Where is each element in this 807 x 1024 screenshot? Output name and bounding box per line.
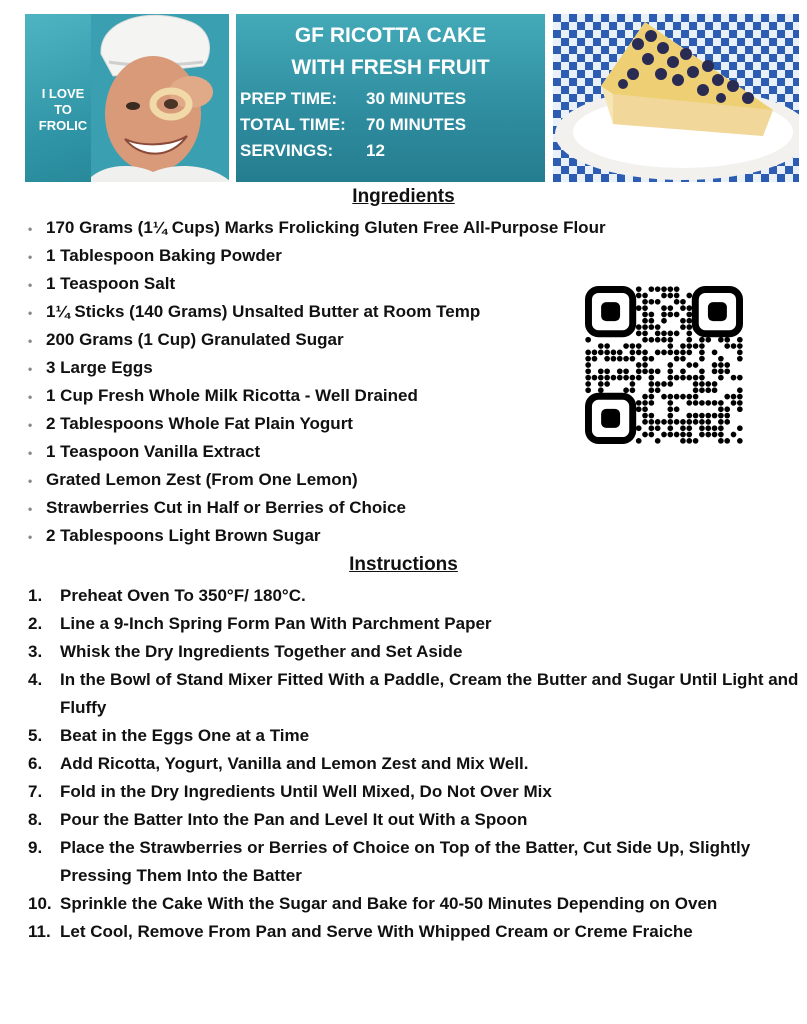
step-number: 7. [28, 782, 43, 801]
ingredient-item [28, 384, 606, 412]
step-number: 10. [28, 894, 52, 913]
instruction-step [28, 834, 804, 890]
chef-portrait-image [91, 14, 229, 182]
ingredient-item [28, 272, 606, 300]
ingredient-text: 1 Teaspoon Salt [46, 274, 176, 293]
prep-time-label: PREP TIME: [240, 89, 337, 108]
ingredient-item [28, 244, 606, 272]
bullet-icon: • [28, 306, 33, 320]
step-number: 5. [28, 726, 43, 745]
i-love-to-frolic-badge [37, 86, 89, 134]
ingredient-text: 3 Large Eggs [46, 358, 153, 377]
instructions-list [28, 582, 804, 946]
bullet-icon: • [28, 530, 33, 544]
instruction-step [28, 890, 804, 918]
instruction-step [28, 806, 804, 834]
ingredient-item [28, 412, 606, 440]
step-text: Place the Strawberries or Berries of Choice on Top of the Batter, Cut Side Up, Slightly Pressing Them Into the Batter [60, 838, 751, 885]
step-number: 4. [28, 670, 43, 689]
bullet-icon: • [28, 502, 33, 516]
ingredient-text: 1¼ Sticks (140 Grams) Unsalted Butter at Room Temp [46, 302, 481, 321]
ingredient-item [28, 524, 606, 552]
ingredients-list [28, 216, 606, 552]
ingredient-text: 1 Teaspoon Vanilla Extract [46, 442, 261, 461]
step-number: 11. [28, 922, 51, 941]
step-text: Add Ricotta, Yogurt, Vanilla and Lemon Zest and Mix Well. [60, 754, 529, 773]
step-text: Fold in the Dry Ingredients Until Well Mixed, Do Not Over Mix [60, 782, 552, 801]
step-text: Line a 9-Inch Spring Form Pan With Parchment Paper [60, 614, 492, 633]
step-text: Beat in the Eggs One at a Time [60, 726, 310, 745]
instructions-heading: Instructions [349, 554, 458, 575]
qr-code-icon[interactable] [585, 286, 743, 444]
ingredient-text: Grated Lemon Zest (From One Lemon) [46, 470, 358, 489]
servings-label: SERVINGS: [240, 141, 334, 160]
instruction-step [28, 610, 804, 638]
instruction-step [28, 778, 804, 806]
ingredients-heading: Ingredients [352, 186, 455, 207]
recipe-header [25, 14, 799, 182]
recipe-title-line-1: GF RICOTTA CAKE [294, 24, 487, 47]
instruction-step [28, 750, 804, 778]
instruction-step [28, 638, 804, 666]
ingredient-item [28, 440, 606, 468]
step-number: 2. [28, 614, 43, 633]
prep-time-value: 30 MINUTES [366, 89, 467, 108]
ingredient-text: 2 Tablespoons Whole Fat Plain Yogurt [46, 414, 353, 433]
ingredient-text: 200 Grams (1 Cup) Granulated Sugar [46, 330, 344, 349]
bullet-icon: • [28, 362, 33, 376]
bullet-icon: • [28, 418, 33, 432]
total-time-value: 70 MINUTES [366, 115, 467, 134]
step-text: In the Bowl of Stand Mixer Fitted With a Paddle, Cream the Butter and Sugar Until Light and Fluffy [60, 670, 799, 717]
prep-time [240, 89, 466, 109]
bullet-icon: • [28, 222, 33, 236]
instruction-step [28, 582, 804, 610]
step-text: Whisk the Dry Ingredients Together and Set Aside [60, 642, 463, 661]
recipe-title-line-2: WITH FRESH FRUIT [291, 56, 490, 79]
step-text: Sprinkle the Cake With the Sugar and Bake for 40-50 Minutes Depending on Oven [60, 894, 718, 913]
bullet-icon: • [28, 390, 33, 404]
servings [240, 141, 385, 161]
badge-line-3: FROLIC [38, 118, 88, 133]
bullet-icon: • [28, 278, 33, 292]
ingredient-item [28, 468, 606, 496]
step-number: 8. [28, 810, 43, 829]
ingredient-text: 170 Grams (1¼ Cups) Marks Frolicking Gluten Free All-Purpose Flour [46, 218, 606, 237]
total-time-label: TOTAL TIME: [240, 115, 346, 134]
ingredient-item [28, 328, 606, 356]
bullet-icon: • [28, 474, 33, 488]
chef-photo-panel [25, 14, 229, 182]
ingredient-text: 1 Cup Fresh Whole Milk Ricotta - Well Drained [46, 386, 418, 405]
step-number: 9. [28, 838, 43, 857]
cake-slice-image [553, 14, 799, 182]
badge-line-2: TO [54, 102, 72, 117]
ingredient-item [28, 216, 606, 244]
ingredient-text: 1 Tablespoon Baking Powder [46, 246, 282, 265]
bullet-icon: • [28, 334, 33, 348]
instruction-step [28, 666, 804, 722]
badge-line-1: I LOVE [41, 86, 85, 101]
step-number: 1. [28, 586, 43, 605]
step-text: Pour the Batter Into the Pan and Level It out With a Spoon [60, 810, 528, 829]
servings-value: 12 [366, 141, 385, 160]
bullet-icon: • [28, 446, 33, 460]
ingredient-text: Strawberries Cut in Half or Berries of Choice [46, 498, 406, 517]
step-number: 6. [28, 754, 43, 773]
step-text: Preheat Oven To 350°F/ 180°C. [60, 586, 306, 605]
bullet-icon: • [28, 250, 33, 264]
recipe-title-panel [236, 14, 545, 182]
instruction-step [28, 918, 804, 946]
ingredient-text: 2 Tablespoons Light Brown Sugar [46, 526, 321, 545]
ingredient-item [28, 356, 606, 384]
cake-photo-panel [553, 14, 799, 182]
step-number: 3. [28, 642, 43, 661]
step-text: Let Cool, Remove From Pan and Serve With Whipped Cream or Creme Fraiche [60, 922, 693, 941]
ingredient-item [28, 496, 606, 524]
ingredient-item [28, 300, 606, 328]
instruction-step [28, 722, 804, 750]
total-time [240, 115, 466, 135]
